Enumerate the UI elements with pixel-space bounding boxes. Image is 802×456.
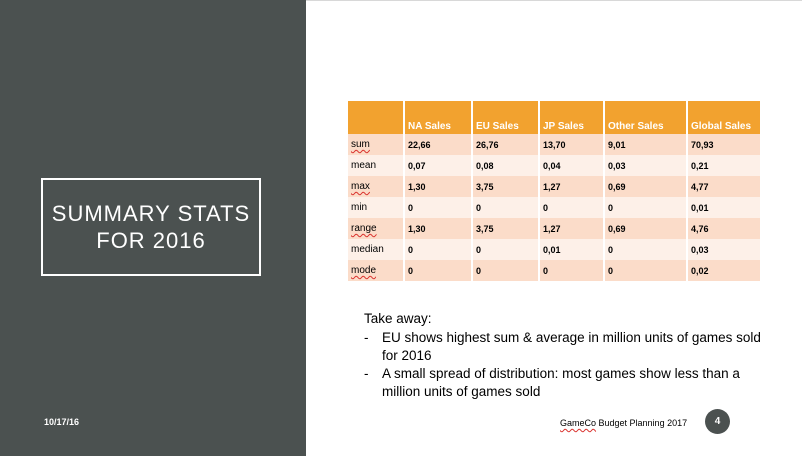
- bullet-text: EU shows highest sum & average in million units of games sold for 2016: [382, 330, 761, 363]
- table-cell: 0: [473, 260, 538, 281]
- table-header-na-sales: NA Sales: [405, 101, 471, 134]
- row-label-text: mode: [351, 265, 377, 276]
- table-cell: 1,30: [405, 218, 471, 239]
- row-label-text: range: [351, 223, 377, 234]
- footer-title: Budget Planning 2017: [596, 418, 688, 428]
- table-cell: 0,69: [605, 176, 686, 197]
- table-header-row: [348, 101, 760, 134]
- row-label-text: max: [351, 181, 370, 192]
- bullet-dash: -: [364, 330, 369, 345]
- table-cell: 0,69: [605, 218, 686, 239]
- table-cell: 4,77: [688, 176, 760, 197]
- row-label: min: [348, 197, 403, 218]
- row-label: median: [348, 239, 403, 260]
- table-cell: 22,66: [405, 134, 471, 155]
- table-cell: 0: [405, 197, 471, 218]
- table-cell: 0,01: [688, 197, 760, 218]
- page-number-badge: 4: [705, 409, 730, 434]
- table-cell: 0: [605, 239, 686, 260]
- takeaway-bullet: [364, 365, 764, 401]
- bullet-text: A small spread of distribution: most games show less than a million units of games sold: [382, 366, 740, 399]
- table-header-global-sales: Global Sales: [688, 101, 760, 134]
- table-row: [348, 134, 760, 155]
- table-cell: 0: [540, 197, 603, 218]
- row-label: [348, 218, 403, 239]
- takeaway-bullet: [364, 329, 764, 365]
- top-divider: [306, 0, 802, 1]
- table-cell: 0,07: [405, 155, 471, 176]
- table-header-eu-sales: EU Sales: [473, 101, 538, 134]
- table-cell: 0,02: [688, 260, 760, 281]
- row-label: [348, 134, 403, 155]
- table-header-jp-sales: JP Sales: [540, 101, 603, 134]
- table-cell: 70,93: [688, 134, 760, 155]
- table-cell: 26,76: [473, 134, 538, 155]
- left-panel: [0, 0, 306, 456]
- table-cell: 0: [605, 197, 686, 218]
- table-cell: 1,30: [405, 176, 471, 197]
- table-cell: 0: [540, 260, 603, 281]
- table-row: [348, 218, 760, 239]
- row-label: [348, 260, 403, 281]
- bullet-dash: -: [364, 366, 369, 381]
- table-cell: 0,21: [688, 155, 760, 176]
- slide-date: 10/17/16: [44, 417, 80, 427]
- title-box: [41, 178, 261, 276]
- table-cell: 0,03: [688, 239, 760, 260]
- takeaway-heading: Take away:: [364, 311, 432, 326]
- table-cell: 0,03: [605, 155, 686, 176]
- table-row: [348, 176, 760, 197]
- table-row: [348, 155, 760, 176]
- table-header-other-sales: Other Sales: [605, 101, 686, 134]
- row-label-text: sum: [351, 139, 370, 150]
- table-cell: 3,75: [473, 176, 538, 197]
- footer-text: [560, 418, 687, 428]
- table-row: [348, 239, 760, 260]
- table-cell: 1,27: [540, 176, 603, 197]
- table-cell: 0: [473, 197, 538, 218]
- table-cell: 13,70: [540, 134, 603, 155]
- takeaway-block: [364, 310, 764, 401]
- table-cell: 0: [405, 239, 471, 260]
- table-cell: 0,01: [540, 239, 603, 260]
- summary-stats-table: [346, 101, 762, 281]
- table-cell: 3,75: [473, 218, 538, 239]
- row-label: mean: [348, 155, 403, 176]
- table-header-corner: [348, 101, 403, 134]
- table-row: [348, 197, 760, 218]
- row-label: [348, 176, 403, 197]
- table-cell: 0: [405, 260, 471, 281]
- table-cell: 9,01: [605, 134, 686, 155]
- table-cell: 1,27: [540, 218, 603, 239]
- table-cell: 0,08: [473, 155, 538, 176]
- slide-title-line-1: SUMMARY STATS: [51, 201, 251, 226]
- footer-company: GameCo: [560, 418, 597, 428]
- table-cell: 0: [605, 260, 686, 281]
- table-cell: 4,76: [688, 218, 760, 239]
- table-cell: 0,04: [540, 155, 603, 176]
- table-cell: 0: [473, 239, 538, 260]
- slide-title-line-2: FOR 2016: [96, 228, 206, 253]
- table-row: [348, 260, 760, 281]
